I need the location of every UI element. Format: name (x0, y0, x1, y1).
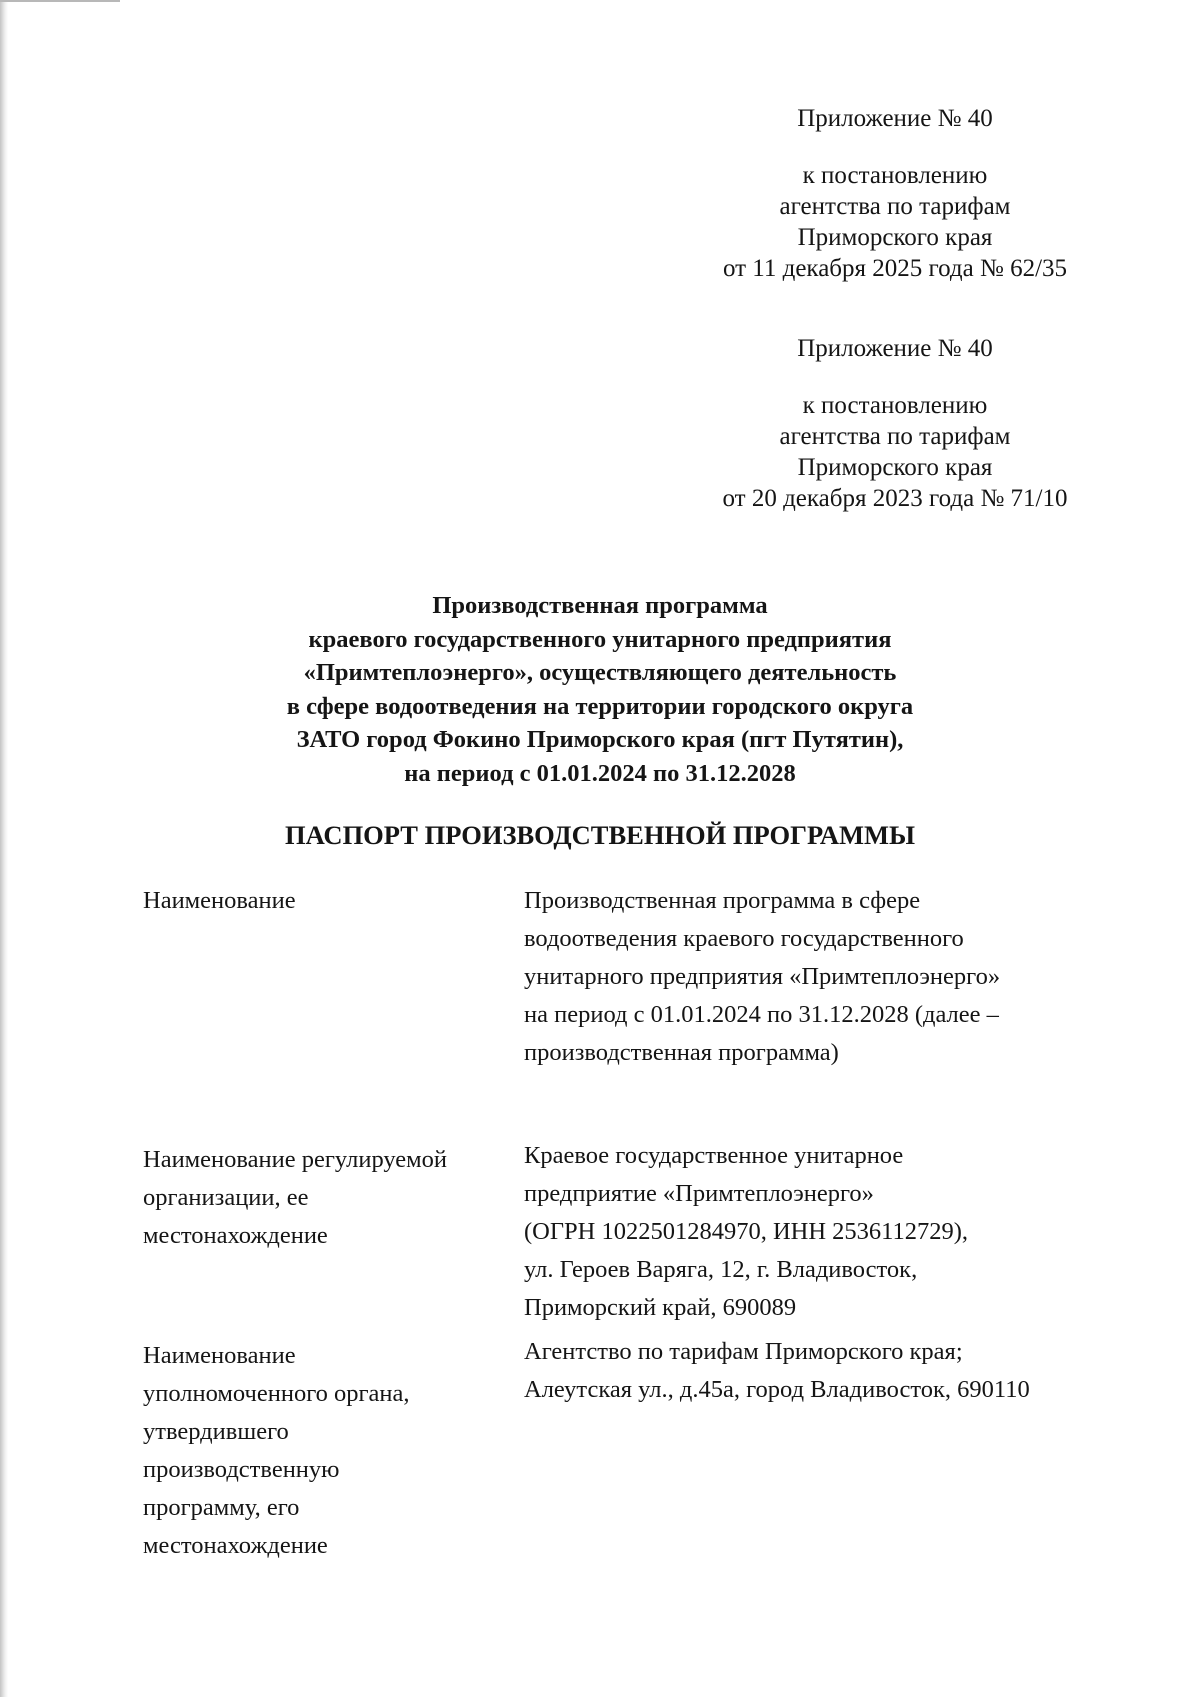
label-line: производственную (143, 1456, 340, 1483)
value-line: предприятие «Примтеплоэнерго» (524, 1180, 874, 1207)
passport-row-name-label (143, 882, 513, 920)
annex-header-original (660, 333, 1130, 514)
label-line: уполномоченного органа, (143, 1380, 410, 1407)
label-line: организации, ее (143, 1184, 309, 1211)
annex-line: от 20 декабря 2023 года № 71/10 (722, 485, 1068, 512)
value-line: Краевое государственное унитарное (524, 1142, 904, 1169)
annex-line: к постановлению (802, 392, 988, 419)
passport-row-name-value (524, 882, 1134, 1072)
title-line: «Примтеплоэнерго», осуществляющего деятельность (303, 659, 897, 686)
annex-line: агентства по тарифам (779, 423, 1011, 450)
title-line: ЗАТО город Фокино Приморского края (пгт Путятин), (296, 726, 904, 753)
annex-line: Приморского края (797, 454, 993, 481)
annex-line: агентства по тарифам (779, 193, 1011, 220)
document-title (150, 589, 1050, 790)
scan-edge-top (0, 0, 120, 2)
value-line: (ОГРН 1022501284970, ИНН 2536112729), (524, 1218, 969, 1245)
value-line: производственная программа) (524, 1039, 839, 1066)
label-line: местонахождение (143, 1222, 328, 1249)
scan-edge-left (0, 0, 8, 1697)
title-line: Производственная программа (432, 592, 768, 619)
value-line: Приморский край, 690089 (524, 1294, 797, 1321)
value-line: унитарного предприятия «Примтеплоэнерго» (524, 963, 1001, 990)
annex-line: от 11 декабря 2025 года № 62/35 (722, 255, 1068, 282)
label-line: Наименование (143, 887, 296, 914)
label-line: местонахождение (143, 1532, 328, 1559)
annex-number: Приложение № 40 (797, 105, 993, 132)
passport-row-authority-label (143, 1337, 513, 1565)
annex-line: Приморского края (797, 224, 993, 251)
passport-row-organization-value (524, 1137, 1134, 1327)
value-line: Алеутская ул., д.45а, город Владивосток, 690110 (524, 1376, 1030, 1403)
label-line: Наименование регулируемой (143, 1146, 448, 1173)
value-line: ул. Героев Варяга, 12, г. Владивосток, (524, 1256, 918, 1283)
label-line: программу, его (143, 1494, 300, 1521)
value-line: на период с 01.01.2024 по 31.12.2028 (далее – (524, 1001, 999, 1028)
annex-number: Приложение № 40 (797, 335, 993, 362)
passport-heading: ПАСПОРТ ПРОИЗВОДСТВЕННОЙ ПРОГРАММЫ (285, 820, 915, 850)
title-line: на период с 01.01.2024 по 31.12.2028 (404, 759, 796, 787)
annex-header-current (660, 103, 1130, 284)
label-line: утвердившего (143, 1418, 289, 1445)
passport-row-authority-value (524, 1333, 1134, 1409)
passport-row-organization-label (143, 1141, 513, 1255)
title-line: в сфере водоотведения на территории городского округа (286, 692, 914, 720)
value-line: водоотведения краевого государственного (524, 925, 964, 952)
value-line: Агентство по тарифам Приморского края; (524, 1338, 963, 1365)
annex-line: к постановлению (802, 162, 988, 189)
title-line: краевого государственного унитарного предприятия (308, 625, 892, 653)
label-line: Наименование (143, 1342, 296, 1369)
value-line: Производственная программа в сфере (524, 887, 921, 914)
